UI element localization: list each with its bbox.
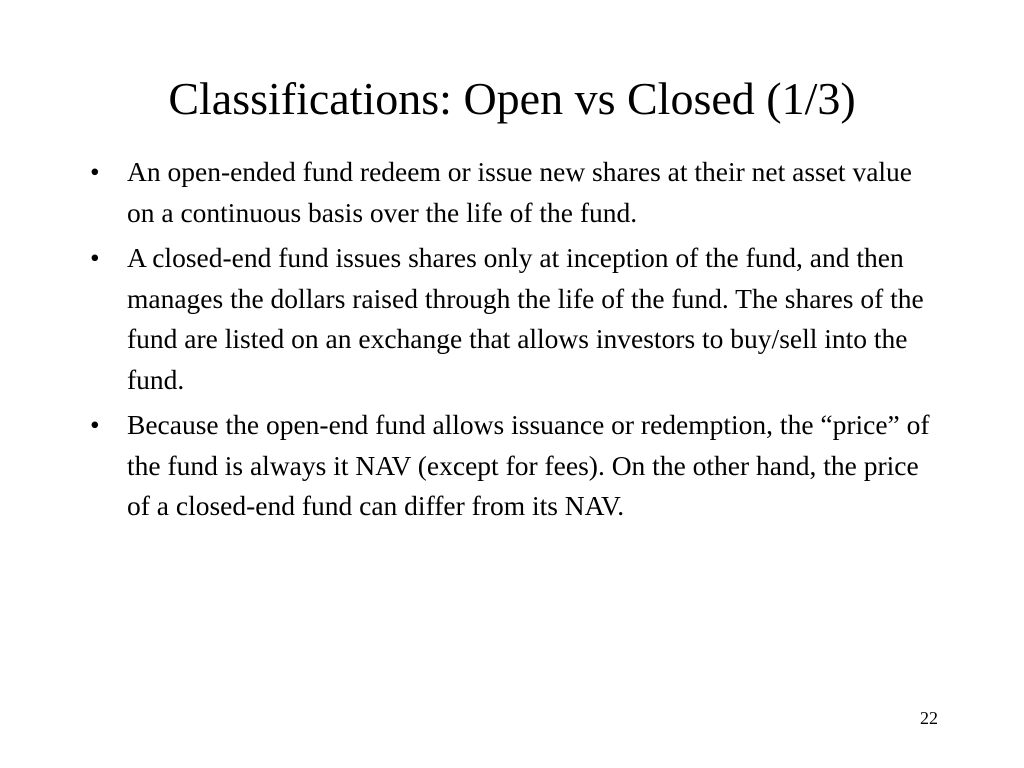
bullet-list [90,152,940,532]
page-number: 22 [920,708,938,728]
bullet-text: An open-ended fund redeem or issue new shares at their net asset value on a continuous basis over the life of the fund. [127,156,912,228]
bullet-item-closed-end [90,238,940,400]
bullet-text: A closed-end fund issues shares only at inception of the fund, and then manages the dollars raised through the life of the fund. The shares of the fund are listed on an exchange that allows investors to buy/sell into the fund. [127,242,924,395]
bullet-item-price-vs-nav [90,405,940,527]
bullet-icon: • [90,242,100,273]
bullet-text: Because the open-end fund allows issuance or redemption, the “price” of the fund is always it NAV (except for fees). On the other hand, the price of a closed-end fund can differ from its NAV. [127,409,930,521]
bullet-item-open-ended [90,152,940,233]
slide-title: Classifications: Open vs Closed (1/3) [168,72,856,124]
bullet-icon: • [90,156,100,187]
bullet-icon: • [90,409,100,440]
